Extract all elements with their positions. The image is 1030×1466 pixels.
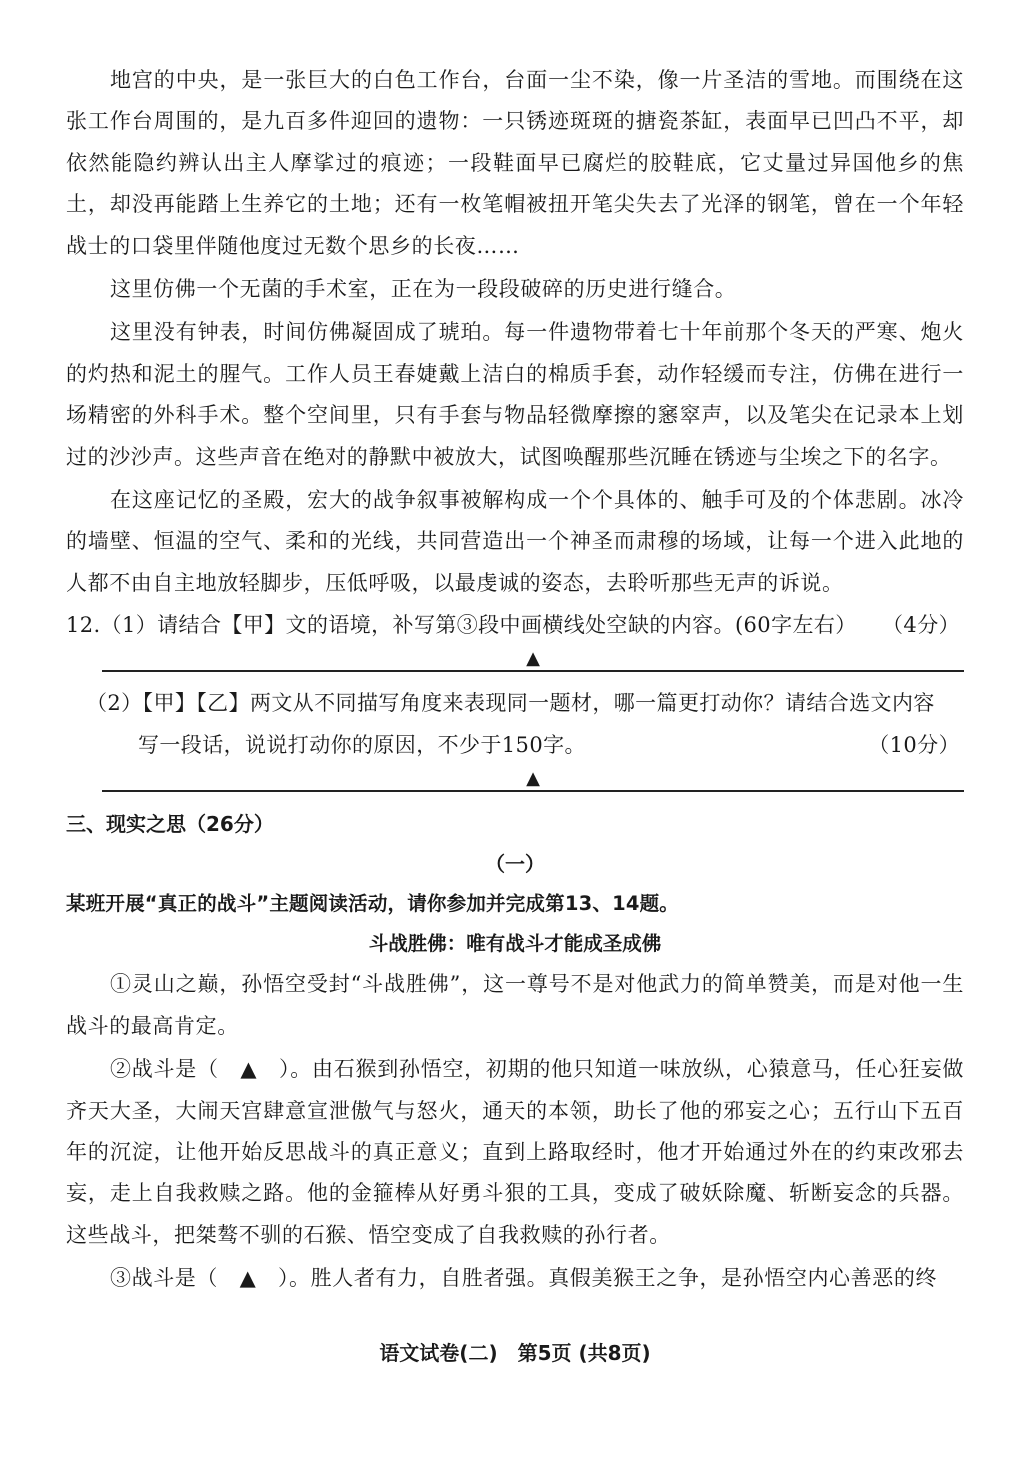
article-paragraph-2: ②战斗是（ ▲ ）。由石猴到孙悟空，初期的他只知道一味放纵，心猿意马，任心狂妄做齐天大圣，大闹天宫肆意宣泄傲气与怒火，通天的本领，助长了他的邪妄之心；五行山下五百年的沉淀，让他开始反思战斗的真正意义；直到上路取经时，他才开始通过外在的约束改邪去妄，走上自我救赎之路。他的金箍棒从好勇斗狠的工具，变成了破妖除魔、斩断妄念的兵器。这些战斗，把桀骜不驯的石猴、悟空变成了自我救赎的孙行者。 (66, 1057, 964, 1247)
question-12-1-score: （4分） (882, 613, 960, 638)
question-12-2-line1: （2）【甲】【乙】两文从不同描写角度来表现同一题材，哪一篇更打动你？请结合选文内容 (86, 691, 935, 716)
article-paragraph-3: ③战斗是（ ▲ ）。胜人者有力，自胜者强。真假美猴王之争，是孙悟空内心善恶的终 (110, 1266, 938, 1291)
article-paragraph-1: ①灵山之巅，孙悟空受封“斗战胜佛”，这一尊号不是对他武力的简单赞美，而是对他一生战斗的最高肯定。 (66, 972, 964, 1038)
section-3-part-number: （一） (485, 852, 545, 877)
question-12-1 (66, 604, 964, 646)
question-12-2-score: （10分） (868, 733, 960, 758)
answer-line-12-1[interactable] (102, 646, 964, 672)
answer-line-12-2[interactable] (102, 766, 964, 792)
page-footer: 语文试卷(二) 第5页 (共8页) (379, 1341, 651, 1365)
section-3-title: 三、现实之思（26分） (66, 812, 274, 837)
answer-marker-triangle: ▲ (526, 648, 540, 670)
section-3-intro: 某班开展“真正的战斗”主题阅读活动，请你参加并完成第13、14题。 (66, 892, 680, 916)
passage-paragraph-2: 这里仿佛一个无菌的手术室，正在为一段段破碎的历史进行缝合。 (110, 277, 737, 302)
passage-paragraph-4: 在这座记忆的圣殿，宏大的战争叙事被解构成一个个具体的、触手可及的个体悲剧。冰冷的墙壁、恒温的空气、柔和的光线，共同营造出一个神圣而肃穆的场域，让每一个进入此地的人都不由自主地放轻脚步，压低呼吸，以最虔诚的姿态，去聆听那些无声的诉说。 (66, 488, 964, 595)
question-12-2-line2 (138, 724, 964, 766)
passage-paragraph-3: 这里没有钟表，时间仿佛凝固成了琥珀。每一件遗物带着七十年前那个冬天的严寒、炮火的灼热和泥土的腥气。工作人员王春婕戴上洁白的棉质手套，动作轻缓而专注，仿佛在进行一场精密的外科手术。整个空间里，只有手套与物品轻微摩擦的窸窣声，以及笔尖在记录本上划过的沙沙声。这些声音在绝对的静默中被放大，试图唤醒那些沉睡在锈迹与尘埃之下的名字。 (66, 320, 964, 469)
answer-marker-triangle: ▲ (526, 768, 540, 790)
passage-paragraph-1: 地宫的中央，是一张巨大的白色工作台，台面一尘不染，像一片圣洁的雪地。而围绕在这张工作台周围的，是九百多件迎回的遗物：一只锈迹斑斑的搪瓷茶缸，表面早已凹凸不平，却依然能隐约辨认出主人摩挲过的痕迹；一段鞋面早已腐烂的胶鞋底，它丈量过异国他乡的焦土，却没再能踏上生养它的土地；还有一枚笔帽被扭开笔尖失去了光泽的钢笔，曾在一个年轻战士的口袋里伴随他度过无数个思乡的长夜…… (66, 68, 964, 258)
exam-page (66, 60, 964, 1300)
article-title: 斗战胜佛：唯有战斗才能成圣成佛 (368, 932, 662, 956)
question-12-2-text: 写一段话，说说打动你的原因，不少于150字。 (138, 733, 586, 758)
question-12-1-text: 12.（1）请结合【甲】文的语境，补写第③段中画横线处空缺的内容。(60字左右） (66, 613, 857, 638)
